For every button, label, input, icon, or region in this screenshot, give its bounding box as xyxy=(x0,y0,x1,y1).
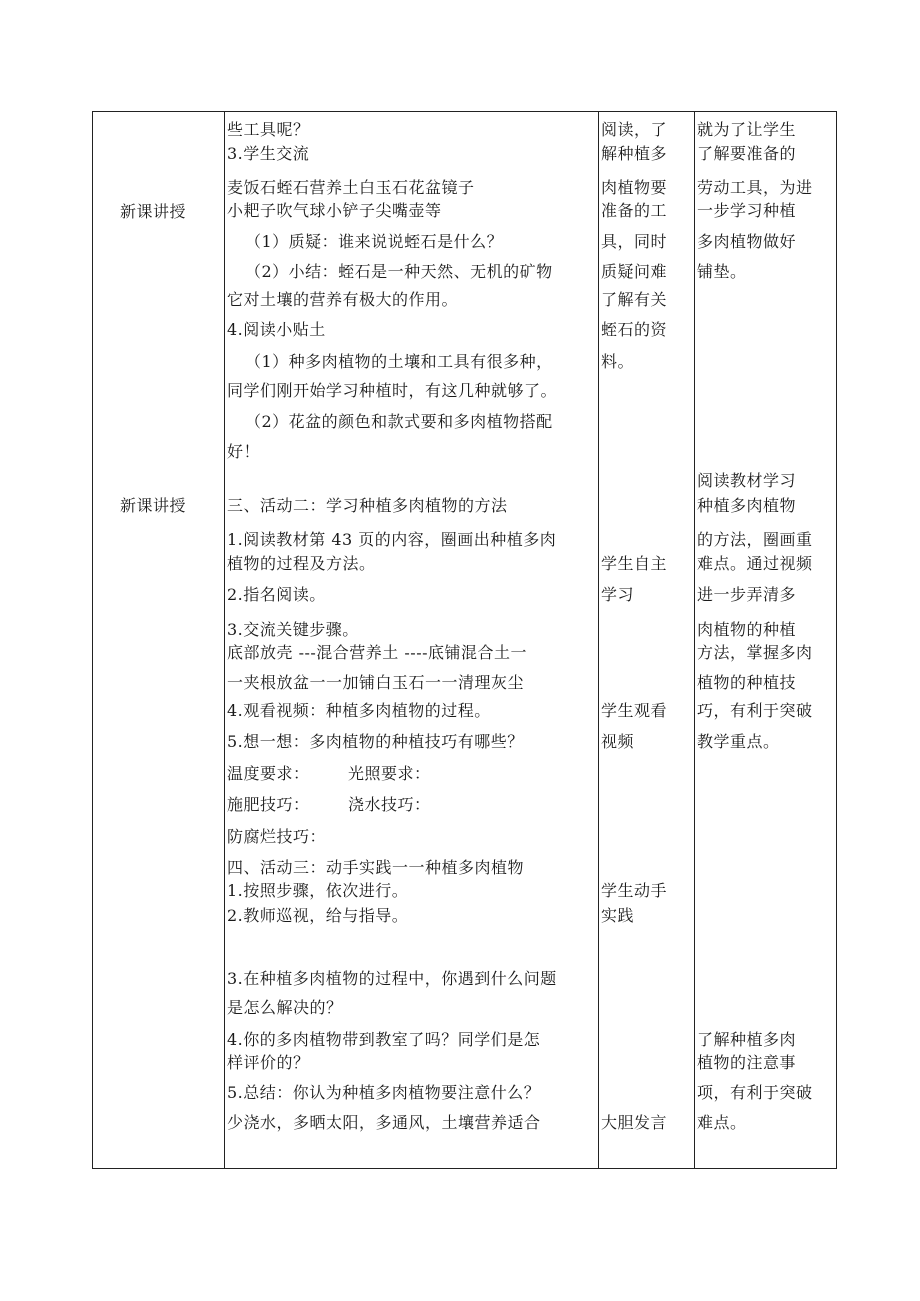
intent-line: 肉植物的种植 xyxy=(697,620,797,639)
activity-line: 阅读，了 xyxy=(601,120,668,139)
intent-line: 劳动工具，为进 xyxy=(697,178,813,197)
process-line: 是怎么解决的？ xyxy=(227,998,343,1017)
intent-line: 一步学习种植 xyxy=(697,201,797,220)
process-line: 1.阅读教材第 43 页的内容，圈画出种植多肉 xyxy=(227,530,557,549)
process-line: 光照要求： xyxy=(348,764,431,783)
intent-line: 了解要准备的 xyxy=(697,144,797,163)
intent-line: 进一步弄清多 xyxy=(697,585,797,604)
process-line: 温度要求： xyxy=(227,764,310,783)
process-line: 3.交流关键步骤。 xyxy=(227,620,359,639)
intent-line: 的方法，圈画重 xyxy=(697,530,813,549)
intent-line: 种植多肉植物 xyxy=(697,496,797,515)
intent-line: 植物的种植技 xyxy=(697,673,797,692)
column-divider-1 xyxy=(224,111,225,1169)
activity-line: 料。 xyxy=(601,352,635,371)
table-top-border xyxy=(92,111,837,112)
stage-label: 新课讲授 xyxy=(120,496,187,515)
process-line: 底部放壳 ---混合营养土 ----底铺混合土一 xyxy=(227,643,528,662)
process-line: 好！ xyxy=(227,442,261,461)
process-line: 浇水技巧： xyxy=(348,795,431,814)
activity-line: 学生自主 xyxy=(601,554,668,573)
process-line: 防腐烂技巧： xyxy=(227,827,327,846)
activity-line: 实践 xyxy=(601,906,635,925)
process-line: 小耙子吹气球小铲子尖嘴壶等 xyxy=(227,201,442,220)
intent-line: 教学重点。 xyxy=(697,732,780,751)
process-line: 3.在种植多肉植物的过程中，你遇到什么问题 xyxy=(227,969,557,988)
column-divider-3 xyxy=(694,111,695,1169)
process-line: 4.你的多肉植物带到教室了吗？同学们是怎 xyxy=(227,1030,541,1049)
table-bottom-border xyxy=(92,1168,837,1169)
process-line: 1.按照步骤，依次进行。 xyxy=(227,881,409,900)
activity-line: 解种植多 xyxy=(601,144,668,163)
process-line: （2）小结：蛭石是一种天然、无机的矿物 xyxy=(245,262,553,281)
intent-line: 巧，有利于突破 xyxy=(697,701,813,720)
activity-line: 视频 xyxy=(601,732,635,751)
intent-line: 多肉植物做好 xyxy=(697,232,797,251)
process-line: 4.观看视频：种植多肉植物的过程。 xyxy=(227,701,491,720)
process-line: 四、活动三：动手实践一一种植多肉植物 xyxy=(227,858,525,877)
intent-line: 铺垫。 xyxy=(697,262,747,281)
intent-line: 植物的注意事 xyxy=(697,1053,797,1072)
table-right-border xyxy=(836,111,837,1169)
process-line: 些工具呢？ xyxy=(227,120,310,139)
intent-line: 方法，掌握多肉 xyxy=(697,643,813,662)
process-line: 4.阅读小贴土 xyxy=(227,320,326,339)
process-line: 5.总结：你认为种植多肉植物要注意什么？ xyxy=(227,1083,541,1102)
process-line: 植物的过程及方法。 xyxy=(227,554,376,573)
activity-line: 肉植物要 xyxy=(601,178,668,197)
process-line: 少浇水，多晒太阳，多通风，土壤营养适合 xyxy=(227,1113,541,1132)
process-line: 同学们刚开始学习种植时，有这几种就够了。 xyxy=(227,381,558,400)
activity-line: 具，同时 xyxy=(601,232,668,251)
process-line: 麦饭石蛭石营养土白玉石花盆镜子 xyxy=(227,178,475,197)
stage-label: 新课讲授 xyxy=(120,202,187,221)
intent-line: 难点。通过视频 xyxy=(697,554,813,573)
process-line: 施肥技巧： xyxy=(227,795,310,814)
activity-line: 质疑问难 xyxy=(601,262,668,281)
process-line: （1）种多肉植物的土壤和工具有很多种， xyxy=(245,352,553,371)
process-line: 它对土壤的营养有极大的作用。 xyxy=(227,290,459,309)
table-left-border xyxy=(92,111,93,1169)
activity-line: 大胆发言 xyxy=(601,1113,668,1132)
process-line: 样评价的？ xyxy=(227,1053,310,1072)
intent-line: 项，有利于突破 xyxy=(697,1083,813,1102)
process-line: （1）质疑：谁来说说蛭石是什么？ xyxy=(245,232,504,251)
activity-line: 学生动手 xyxy=(601,881,668,900)
process-line: 2.指名阅读。 xyxy=(227,585,326,604)
process-line: 5.想一想：多肉植物的种植技巧有哪些？ xyxy=(227,732,524,751)
activity-line: 学习 xyxy=(601,585,635,604)
activity-line: 准备的工 xyxy=(601,201,668,220)
process-line: （2）花盆的颜色和款式要和多肉植物搭配 xyxy=(245,412,553,431)
process-line: 2.教师巡视，给与指导。 xyxy=(227,906,409,925)
process-line: 一夹根放盆一一加铺白玉石一一清理灰尘 xyxy=(227,673,525,692)
intent-line: 难点。 xyxy=(697,1113,747,1132)
activity-line: 学生观看 xyxy=(601,701,668,720)
intent-line: 阅读教材学习 xyxy=(697,471,797,490)
column-divider-2 xyxy=(598,111,599,1169)
intent-line: 了解种植多肉 xyxy=(697,1030,797,1049)
process-line: 3.学生交流 xyxy=(227,144,310,163)
process-line: 三、活动二：学习种植多肉植物的方法 xyxy=(227,496,508,515)
activity-line: 了解有关 xyxy=(601,290,668,309)
activity-line: 蛭石的资 xyxy=(601,320,668,339)
intent-line: 就为了让学生 xyxy=(697,120,797,139)
